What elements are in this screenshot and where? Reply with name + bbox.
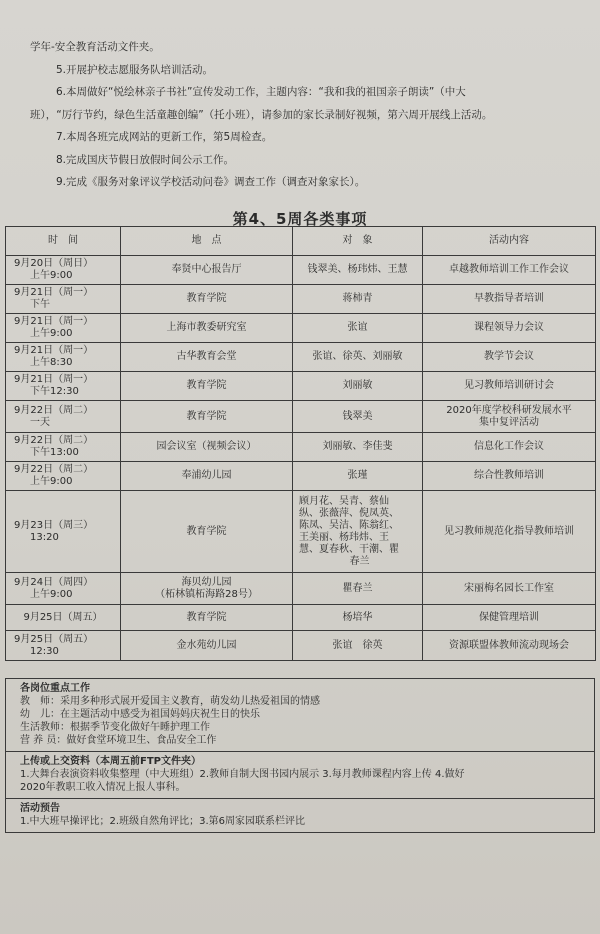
object-cell: 杨培华 — [293, 605, 423, 631]
object-cell: 顾月花、吴青、蔡仙 纵、张薇萍、倪凤英、 陈凤、吴洁、陈翁红、 王美丽、杨玮炜、王 慧、夏春秋、干潮、瞿 春兰 — [293, 491, 423, 573]
place-cell: 古华教育会堂 — [121, 343, 293, 372]
table-title: 第4、5周各类事项 — [232, 210, 368, 228]
object-cell: 张瑾 — [293, 462, 423, 491]
place-cell: 上海市教委研究室 — [121, 314, 293, 343]
place-cell: 园会议室（视频会议） — [121, 433, 293, 462]
table-row — [6, 433, 596, 462]
time-cell: 9月21日（周一） 下午12:30 — [6, 372, 121, 401]
object-cell: 蒋柿青 — [293, 285, 423, 314]
focus-heading: 各岗位重点工作 — [20, 683, 90, 694]
time-cell: 9月25日（周五） — [6, 605, 121, 631]
content-cell: 教学节会议 — [423, 343, 596, 372]
content-cell: 保健管理培训 — [423, 605, 596, 631]
time-cell: 9月22日（周二） 上午9:00 — [6, 462, 121, 491]
header-place: 地 点 — [121, 227, 293, 256]
intro-item-9: 9.完成《服务对象评议学校活动问卷》调查工作（调查对象家长）。 — [56, 176, 366, 188]
place-cell: 金水苑幼儿园 — [121, 631, 293, 661]
time-cell: 9月22日（周二） 下午13:00 — [6, 433, 121, 462]
place-cell: 海贝幼儿园 （柘林镇柘海路28号） — [121, 573, 293, 605]
table-row — [6, 605, 596, 631]
preview-block — [6, 798, 594, 832]
intro-line-0: 学年-安全教育活动文件夹。 — [30, 41, 160, 53]
content-cell: 见习教师培训研讨会 — [423, 372, 596, 401]
upload-heading: 上传或上交资料（本周五前FTP文件夹） — [20, 756, 201, 767]
table-row — [6, 573, 596, 605]
table-row — [6, 285, 596, 314]
place-cell: 教育学院 — [121, 401, 293, 433]
focus-block — [6, 678, 594, 751]
table-header-row — [6, 227, 596, 256]
time-cell: 9月20日（周日） 上午9:00 — [6, 256, 121, 285]
table-row — [6, 491, 596, 573]
schedule-table — [5, 226, 596, 661]
object-cell: 钱翠美、杨玮炜、王慧 — [293, 256, 423, 285]
content-cell: 资源联盟体教师流动现场会 — [423, 631, 596, 661]
table-row — [6, 372, 596, 401]
object-cell: 钱翠美 — [293, 401, 423, 433]
focus-line: 幼 儿：在主题活动中感受为祖国妈妈庆祝生日的快乐 — [20, 709, 260, 720]
intro-item-5: 5.开展护校志愿服务队培训活动。 — [56, 63, 214, 76]
place-cell: 教育学院 — [121, 491, 293, 573]
content-cell: 信息化工作会议 — [423, 433, 596, 462]
header-time: 时 间 — [6, 227, 121, 256]
focus-line: 教 师：采用多种形式展开爱国主义教育，萌发幼儿热爱祖国的情感 — [20, 696, 320, 707]
object-cell: 张谊 — [293, 314, 423, 343]
object-cell: 刘丽敏 — [293, 372, 423, 401]
object-cell: 张谊、徐英、刘丽敏 — [293, 343, 423, 372]
content-cell: 宋丽梅名园长工作室 — [423, 573, 596, 605]
place-cell: 教育学院 — [121, 285, 293, 314]
intro-item-6-cont: 班），“厉行节约，绿色生活童趣创编”（托小班），请参加的家长录制好视频，第六周开展线上活动。 — [30, 108, 493, 121]
table-row — [6, 343, 596, 372]
content-cell: 卓越教师培训工作工作会议 — [423, 256, 596, 285]
preview-heading: 活动预告 — [20, 803, 60, 814]
time-cell: 9月21日（周一） 上午8:30 — [6, 343, 121, 372]
content-cell: 见习教师规范化指导教师培训 — [423, 491, 596, 573]
content-cell: 早教指导者培训 — [423, 285, 596, 314]
header-content: 活动内容 — [423, 227, 596, 256]
time-cell: 9月22日（周二） 一天 — [6, 401, 121, 433]
time-cell: 9月24日（周四） 上午9:00 — [6, 573, 121, 605]
table-row — [6, 462, 596, 491]
table-row — [6, 314, 596, 343]
intro-item-8: 8.完成国庆节假日放假时间公示工作。 — [56, 153, 235, 166]
focus-line: 生活教师：根据季节变化做好午睡护理工作 — [20, 722, 210, 733]
content-cell: 2020年度学校科研发展水平 集中复评活动 — [423, 401, 596, 433]
preview-line: 1.中大班早操评比；2.班级自然角评比；3.第6周家园联系栏评比 — [20, 816, 305, 827]
intro-item-6: 6.本周做好“悦绘林亲子书社”宣传发动工作，主题内容：“我和我的祖国亲子朗读”（中大 — [56, 86, 466, 98]
place-cell: 教育学院 — [121, 605, 293, 631]
intro-item-7: 7.本周各班完成网站的更新工作，第5周检查。 — [56, 131, 273, 143]
upload-line: 2020年教职工收入情况上报人事科。 — [20, 782, 186, 793]
object-cell: 张谊 徐英 — [293, 631, 423, 661]
upload-block — [6, 751, 594, 798]
time-cell: 9月21日（周一） 下午 — [6, 285, 121, 314]
notes-section — [5, 678, 595, 833]
content-cell: 课程领导力会议 — [423, 314, 596, 343]
intro-text — [0, 36, 600, 194]
focus-line: 营 养 员：做好食堂环境卫生、食品安全工作 — [20, 735, 217, 746]
table-row — [6, 401, 596, 433]
table-row — [6, 256, 596, 285]
place-cell: 奉浦幼儿园 — [121, 462, 293, 491]
upload-line: 1.大舞台表演资料收集整理（中大班组）2.教师自制大图书园内展示 3.每月教师课程内容上传 4.做好 — [20, 769, 465, 780]
time-cell: 9月23日（周三） 13:20 — [6, 491, 121, 573]
place-cell: 奉贤中心报告厅 — [121, 256, 293, 285]
object-cell: 刘丽敏、李佳斐 — [293, 433, 423, 462]
time-cell: 9月25日（周五） 12:30 — [6, 631, 121, 661]
content-cell: 综合性教师培训 — [423, 462, 596, 491]
time-cell: 9月21日（周一） 上午9:00 — [6, 314, 121, 343]
header-object: 对 象 — [293, 227, 423, 256]
object-cell: 瞿春兰 — [293, 573, 423, 605]
table-row — [6, 631, 596, 661]
place-cell: 教育学院 — [121, 372, 293, 401]
